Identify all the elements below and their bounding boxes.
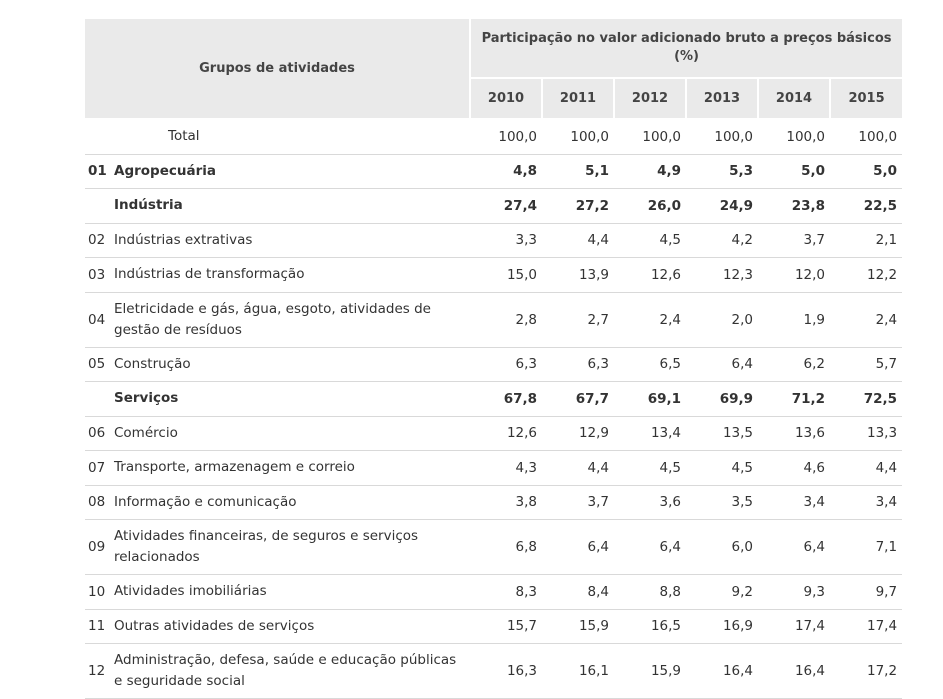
table-row: [85, 154, 902, 189]
cell-value-2015: 2,1: [830, 223, 902, 258]
row-code: 05: [85, 347, 114, 382]
cell-value-2013: 6,0: [686, 520, 758, 575]
cell-value-2011: 4,4: [542, 223, 614, 258]
cell-value-2011: 4,4: [542, 451, 614, 486]
cell-value-2010: 4,3: [470, 451, 542, 486]
cell-value-2015: 3,4: [830, 485, 902, 520]
cell-value-2015: 2,4: [830, 292, 902, 347]
group-header: Grupos de atividades: [85, 19, 470, 119]
cell-value-2012: 4,9: [614, 154, 686, 189]
year-header-2014: 2014: [758, 78, 830, 119]
cell-value-2012: 13,4: [614, 416, 686, 451]
row-code: 04: [85, 292, 114, 347]
cell-value-2013: 3,5: [686, 485, 758, 520]
cell-value-2015: 12,2: [830, 258, 902, 293]
cell-value-2012: 69,1: [614, 382, 686, 417]
cell-value-2015: 13,3: [830, 416, 902, 451]
cell-value-2012: 100,0: [614, 119, 686, 154]
cell-value-2014: 23,8: [758, 189, 830, 224]
cell-value-2011: 2,7: [542, 292, 614, 347]
table-row: [85, 575, 902, 610]
year-header-2013: 2013: [686, 78, 758, 119]
cell-value-2013: 16,9: [686, 609, 758, 644]
row-label: Agropecuária: [114, 154, 470, 189]
cell-value-2013: 9,2: [686, 575, 758, 610]
cell-value-2011: 67,7: [542, 382, 614, 417]
cell-value-2014: 5,0: [758, 154, 830, 189]
cell-value-2014: 3,4: [758, 485, 830, 520]
cell-value-2014: 17,4: [758, 609, 830, 644]
cell-value-2011: 8,4: [542, 575, 614, 610]
cell-value-2011: 16,1: [542, 644, 614, 699]
cell-value-2010: 15,0: [470, 258, 542, 293]
cell-value-2015: 22,5: [830, 189, 902, 224]
cell-value-2014: 9,3: [758, 575, 830, 610]
table-row: [85, 347, 902, 382]
cell-value-2015: 17,4: [830, 609, 902, 644]
cell-value-2011: 3,7: [542, 485, 614, 520]
cell-value-2014: 16,4: [758, 644, 830, 699]
row-code: 03: [85, 258, 114, 293]
cell-value-2015: 72,5: [830, 382, 902, 417]
row-code: 12: [85, 644, 114, 699]
cell-value-2013: 2,0: [686, 292, 758, 347]
row-code: 07: [85, 451, 114, 486]
cell-value-2011: 13,9: [542, 258, 614, 293]
cell-value-2010: 27,4: [470, 189, 542, 224]
table-row: [85, 189, 902, 224]
table-row: [85, 485, 902, 520]
row-label: Construção: [114, 347, 470, 382]
cell-value-2015: 5,7: [830, 347, 902, 382]
cell-value-2011: 6,3: [542, 347, 614, 382]
cell-value-2013: 6,4: [686, 347, 758, 382]
cell-value-2010: 6,8: [470, 520, 542, 575]
table-row: [85, 609, 902, 644]
row-label: Informação e comunicação: [114, 485, 470, 520]
row-label: Atividades imobiliárias: [114, 575, 470, 610]
cell-value-2014: 3,7: [758, 223, 830, 258]
cell-value-2013: 100,0: [686, 119, 758, 154]
cell-value-2013: 69,9: [686, 382, 758, 417]
row-label: Outras atividades de serviços: [114, 609, 470, 644]
row-label: Serviços: [114, 382, 470, 417]
cell-value-2012: 6,5: [614, 347, 686, 382]
cell-value-2010: 2,8: [470, 292, 542, 347]
cell-value-2013: 12,3: [686, 258, 758, 293]
year-header-2015: 2015: [830, 78, 902, 119]
row-label: Comércio: [114, 416, 470, 451]
row-label: Indústrias de transformação: [114, 258, 470, 293]
row-code: [85, 189, 114, 224]
cell-value-2014: 6,4: [758, 520, 830, 575]
row-code: 02: [85, 223, 114, 258]
cell-value-2014: 71,2: [758, 382, 830, 417]
cell-value-2010: 3,3: [470, 223, 542, 258]
cell-value-2012: 6,4: [614, 520, 686, 575]
cell-value-2015: 5,0: [830, 154, 902, 189]
cell-value-2012: 2,4: [614, 292, 686, 347]
cell-value-2014: 1,9: [758, 292, 830, 347]
cell-value-2013: 5,3: [686, 154, 758, 189]
row-code: 11: [85, 609, 114, 644]
cell-value-2015: 100,0: [830, 119, 902, 154]
row-code: 06: [85, 416, 114, 451]
cell-value-2013: 13,5: [686, 416, 758, 451]
table-row: [85, 644, 902, 699]
cell-value-2010: 100,0: [470, 119, 542, 154]
cell-value-2015: 17,2: [830, 644, 902, 699]
cell-value-2012: 12,6: [614, 258, 686, 293]
cell-value-2010: 6,3: [470, 347, 542, 382]
cell-value-2015: 9,7: [830, 575, 902, 610]
table-row: [85, 520, 902, 575]
cell-value-2013: 24,9: [686, 189, 758, 224]
row-label: Total: [85, 119, 470, 154]
table-row: [85, 416, 902, 451]
row-label: Atividades financeiras, de seguros e serviços relacionados: [114, 520, 470, 575]
cell-value-2015: 7,1: [830, 520, 902, 575]
cell-value-2011: 6,4: [542, 520, 614, 575]
cell-value-2012: 4,5: [614, 451, 686, 486]
table-body: [85, 119, 902, 699]
cell-value-2010: 8,3: [470, 575, 542, 610]
cell-value-2014: 6,2: [758, 347, 830, 382]
cell-value-2011: 12,9: [542, 416, 614, 451]
participation-table: [85, 19, 902, 699]
year-header-2012: 2012: [614, 78, 686, 119]
table-row: [85, 292, 902, 347]
cell-value-2012: 16,5: [614, 609, 686, 644]
table-row: [85, 223, 902, 258]
participation-header: Participação no valor adicionado bruto a preços básicos (%): [470, 19, 902, 78]
cell-value-2011: 5,1: [542, 154, 614, 189]
table-row: [85, 382, 902, 417]
row-code: 09: [85, 520, 114, 575]
cell-value-2011: 15,9: [542, 609, 614, 644]
cell-value-2011: 100,0: [542, 119, 614, 154]
row-label: Administração, defesa, saúde e educação públicas e seguridade social: [114, 644, 470, 699]
cell-value-2014: 13,6: [758, 416, 830, 451]
data-table-container: [85, 19, 902, 699]
row-code: [85, 382, 114, 417]
row-label: Transporte, armazenagem e correio: [114, 451, 470, 486]
table-row: [85, 119, 902, 154]
cell-value-2010: 3,8: [470, 485, 542, 520]
row-label: Indústrias extrativas: [114, 223, 470, 258]
cell-value-2012: 15,9: [614, 644, 686, 699]
cell-value-2013: 16,4: [686, 644, 758, 699]
row-code: 01: [85, 154, 114, 189]
cell-value-2010: 4,8: [470, 154, 542, 189]
year-header-2010: 2010: [470, 78, 542, 119]
cell-value-2015: 4,4: [830, 451, 902, 486]
cell-value-2012: 26,0: [614, 189, 686, 224]
cell-value-2013: 4,2: [686, 223, 758, 258]
row-label: Eletricidade e gás, água, esgoto, atividades de gestão de resíduos: [114, 292, 470, 347]
table-row: [85, 258, 902, 293]
cell-value-2012: 4,5: [614, 223, 686, 258]
cell-value-2012: 8,8: [614, 575, 686, 610]
cell-value-2014: 100,0: [758, 119, 830, 154]
year-header-2011: 2011: [542, 78, 614, 119]
cell-value-2014: 4,6: [758, 451, 830, 486]
row-code: 10: [85, 575, 114, 610]
cell-value-2010: 12,6: [470, 416, 542, 451]
cell-value-2013: 4,5: [686, 451, 758, 486]
cell-value-2010: 67,8: [470, 382, 542, 417]
cell-value-2014: 12,0: [758, 258, 830, 293]
row-label: Indústria: [114, 189, 470, 224]
row-code: 08: [85, 485, 114, 520]
cell-value-2012: 3,6: [614, 485, 686, 520]
cell-value-2011: 27,2: [542, 189, 614, 224]
cell-value-2010: 15,7: [470, 609, 542, 644]
cell-value-2010: 16,3: [470, 644, 542, 699]
table-row: [85, 451, 902, 486]
